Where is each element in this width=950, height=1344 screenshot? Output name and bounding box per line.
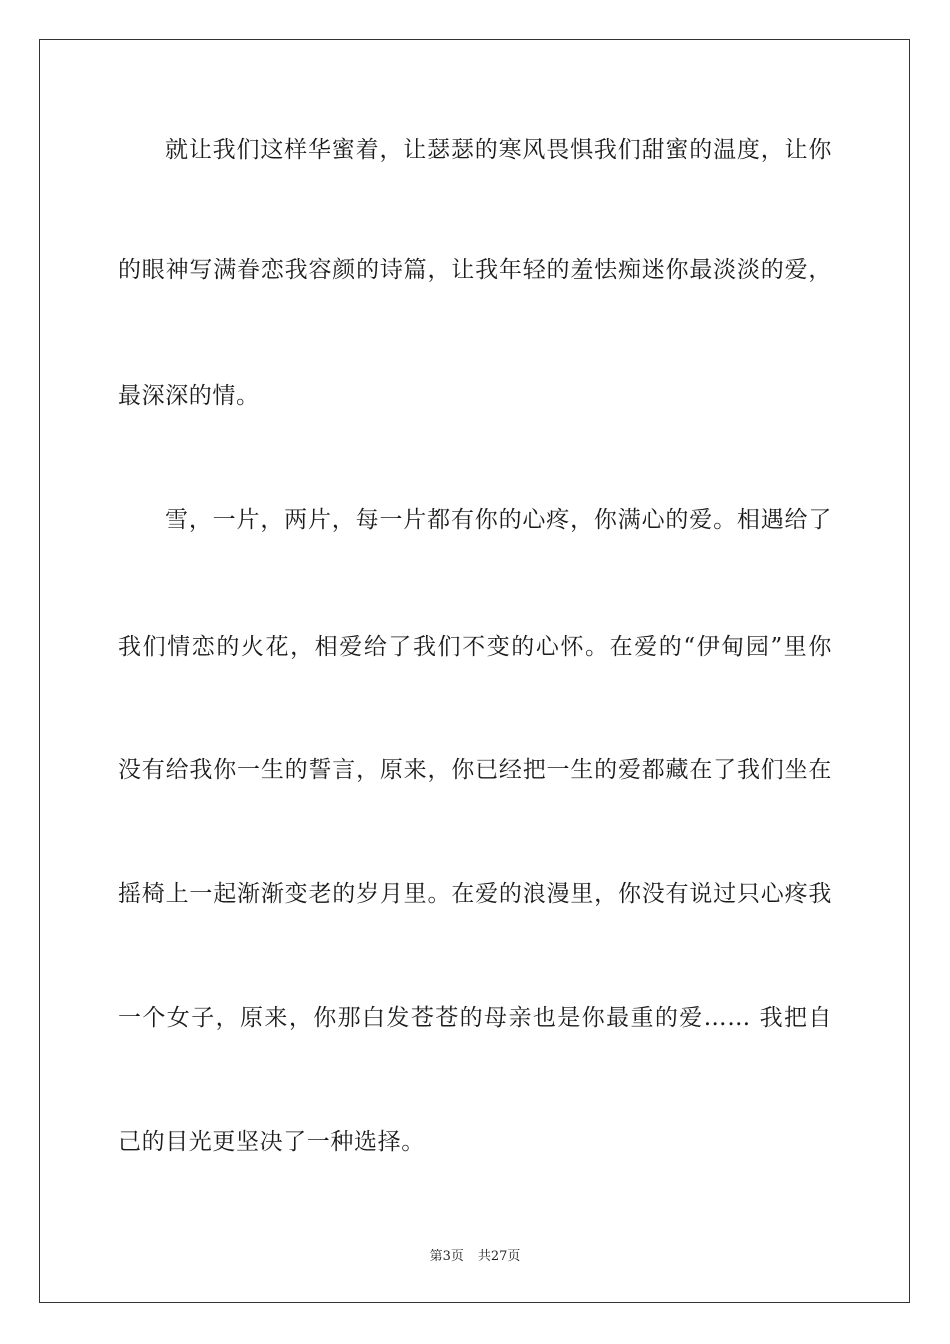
paragraph-2-line-6: 己的目光更坚决了一种选择。 — [118, 1129, 425, 1155]
paragraph-2-line-3: 没有给我你一生的誓言，原来，你已经把一生的爱都藏在了我们坐在 — [118, 757, 832, 783]
paragraph-1-line-1: 就让我们这样华蜜着，让瑟瑟的寒风畏惧我们甜蜜的温度，让你 — [165, 137, 832, 163]
paragraph-2-line-1: 雪，一片，两片，每一片都有你的心疼，你满心的爱。相遇给了 — [165, 507, 832, 533]
page-footer — [0, 1245, 950, 1264]
page-total: 共27页 — [477, 1249, 521, 1264]
page-number: 第3页 — [429, 1249, 464, 1264]
paragraph-2-line-2: 我们情恋的火花，相爱给了我们不变的心怀。在爱的“伊甸园”里你 — [118, 634, 832, 660]
paragraph-2-line-5: 一个女子，原来，你那白发苍苍的母亲也是你最重的爱…… 我把自 — [118, 1005, 832, 1031]
paragraph-1-line-2: 的眼神写满眷恋我容颜的诗篇，让我年轻的羞怯痴迷你最淡淡的爱， — [118, 257, 832, 283]
paragraph-1-line-3: 最深深的情。 — [118, 383, 260, 409]
page-border — [39, 39, 910, 1303]
paragraph-2-line-4: 摇椅上一起渐渐变老的岁月里。在爱的浪漫里，你没有说过只心疼我 — [118, 881, 832, 907]
